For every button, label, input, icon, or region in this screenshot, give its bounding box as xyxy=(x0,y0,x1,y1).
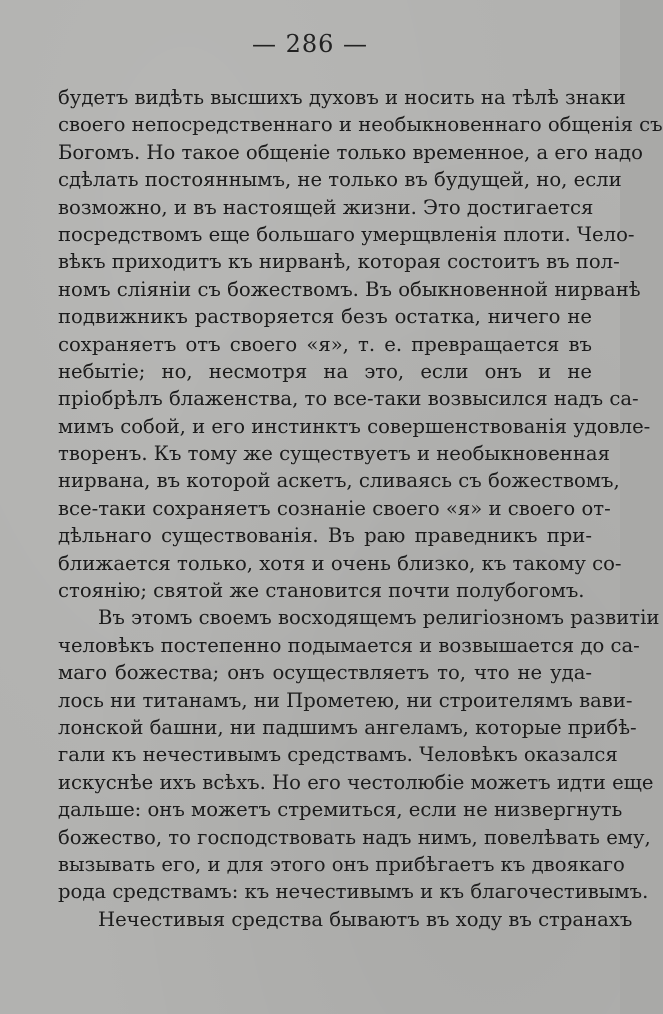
text-line: искуснѣе ихъ всѣхъ. Но его честолюбіе можетъ идти еще xyxy=(58,770,654,794)
text-line: человѣкъ постепенно подымается и возвышается до са- xyxy=(58,633,640,657)
text-line: Богомъ. Но такое общеніе только временное, а его надо xyxy=(58,140,643,164)
text-line: божество, то господствовать надъ нимъ, повелѣвать ему, xyxy=(58,825,651,849)
text-line: нирвана, въ которой аскетъ, сливаясь съ божествомъ, xyxy=(58,469,620,493)
body-text xyxy=(58,84,663,933)
text-line: вызывать его, и для этого онъ прибѣгаетъ къ двоякаго xyxy=(58,852,625,876)
text-line: Нечестивыя средства бываютъ въ ходу въ странахъ xyxy=(98,907,633,931)
text-line: лось ни титанамъ, ни Прометею, ни строителямъ вави- xyxy=(58,688,633,712)
text-line: сдѣлать постояннымъ, не только въ будущей, но, если xyxy=(58,168,622,192)
paragraph-1 xyxy=(58,84,663,604)
text-line: Въ этомъ своемъ восходящемъ религіозномъ развитіи xyxy=(98,606,660,630)
text-line: возможно, и въ настоящей жизни. Это достигается xyxy=(58,195,594,219)
text-line: своего непосредственнаго и необыкновеннаго общенія съ xyxy=(58,113,663,137)
text-line: дальше: онъ можетъ стремиться, если не низвергнуть xyxy=(58,798,623,822)
text-line: подвижникъ растворяется безъ остатка, ничего не xyxy=(58,305,592,329)
text-line: все-таки сохраняетъ сознаніе своего «я» и своего от- xyxy=(58,496,611,520)
text-line: рода средствамъ: къ нечестивымъ и къ благочестивымъ. xyxy=(58,880,649,904)
text-line: творенъ. Къ тому же существуетъ и необыкновенная xyxy=(58,442,610,466)
text-line: стоянію; святой же становится почти полубогомъ. xyxy=(58,579,585,603)
text-line: небытіе; но, несмотря на это, если онъ и не xyxy=(58,359,592,383)
paragraph-2 xyxy=(58,604,660,905)
text-line: гали къ нечестивымъ средствамъ. Человѣкъ оказался xyxy=(58,743,618,767)
page-number: — 286 — xyxy=(251,30,369,58)
text-line: будетъ видѣть высшихъ духовъ и носить на тѣлѣ знаки xyxy=(58,86,626,109)
text-line: пріобрѣлъ блаженства, то все-таки возвысился надъ са- xyxy=(58,387,639,411)
text-line: маго божества; онъ осуществляетъ то, что не уда- xyxy=(58,661,592,685)
text-line: дѣльнаго существованія. Въ раю праведникъ при- xyxy=(58,524,592,548)
text-line: номъ сліяніи съ божествомъ. Въ обыкновенной нирванѣ xyxy=(58,277,641,301)
text-line: мимъ собой, и его инстинктъ совершенствованія удовле- xyxy=(58,414,651,438)
text-line: сохраняетъ отъ своего «я», т. е. превращается въ xyxy=(58,332,592,356)
paragraph-3 xyxy=(58,906,633,933)
text-line: лонской башни, ни падшимъ ангеламъ, которые прибѣ- xyxy=(58,715,637,739)
text-line: вѣкъ приходитъ къ нирванѣ, которая состоитъ въ пол- xyxy=(58,250,620,274)
text-line: посредствомъ еще большаго умерщвленія плоти. Чело- xyxy=(58,222,635,246)
text-line: ближается только, хотя и очень близко, къ такому со- xyxy=(58,551,622,575)
